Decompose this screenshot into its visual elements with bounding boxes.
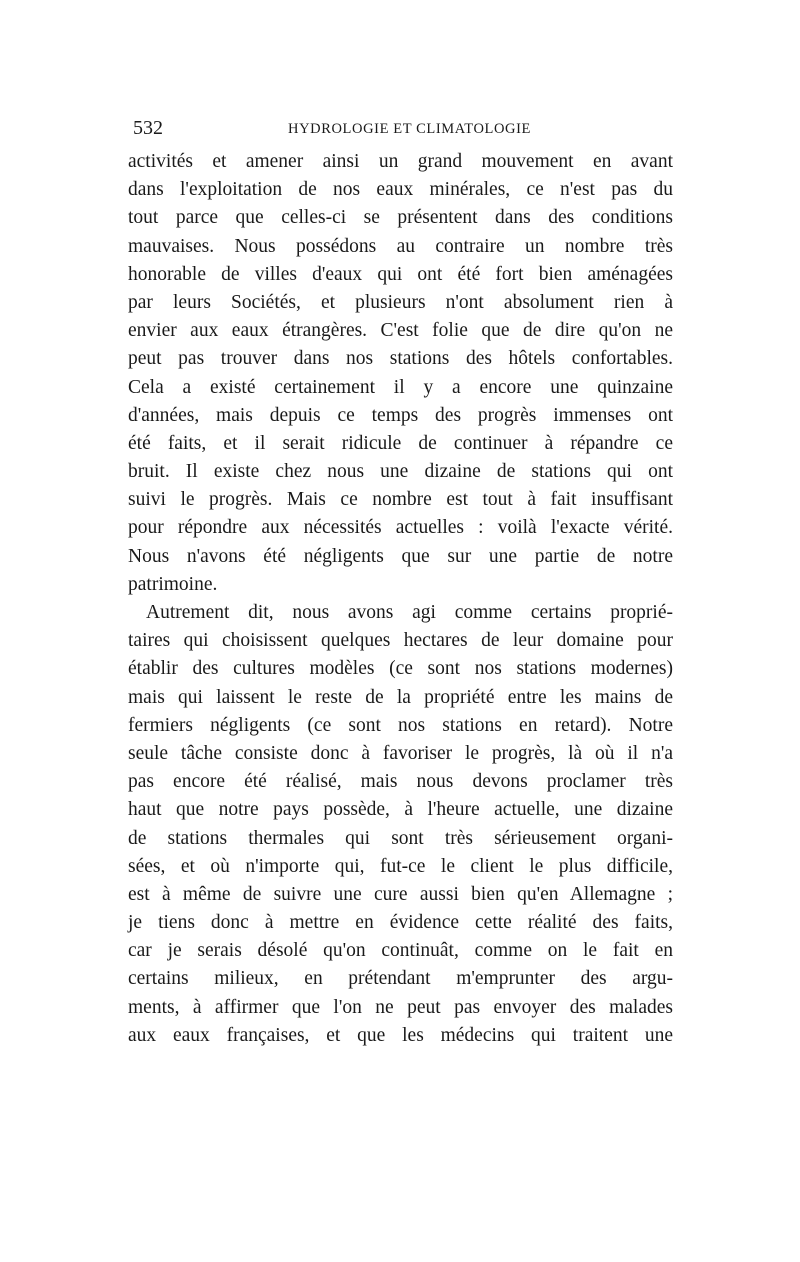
text-line: est à même de suivre une cure aussi bien qu'en Allemagne ; <box>128 883 673 905</box>
text-line-paragraph-start: Autrement dit, nous avons agi comme certains proprié- <box>146 602 673 623</box>
body-text <box>128 148 673 1050</box>
text-line: ments, à affirmer que l'on ne peut pas envoyer des malades <box>128 996 673 1018</box>
text-line: haut que notre pays possède, à l'heure actuelle, une dizaine <box>128 799 673 821</box>
text-line: dans l'exploitation de nos eaux minérales, ce n'est pas du <box>128 179 673 201</box>
page-header <box>133 116 673 142</box>
text-line: bruit. Il existe chez nous une dizaine de stations qui ont <box>128 461 673 483</box>
text-line: je tiens donc à mettre en évidence cette réalité des faits, <box>128 912 673 934</box>
text-line: sées, et où n'importe qui, fut-ce le client le plus difficile, <box>128 855 673 877</box>
text-line: seule tâche consiste donc à favoriser le progrès, là où il n'a <box>128 742 673 764</box>
text-line: tout parce que celles-ci se présentent dans des conditions <box>128 207 673 229</box>
text-line: activités et amener ainsi un grand mouvement en avant <box>128 151 673 172</box>
text-line: par leurs Sociétés, et plusieurs n'ont absolument rien à <box>128 291 673 313</box>
text-line: taires qui choisissent quelques hectares de leur domaine pour <box>128 630 673 652</box>
text-line: mais qui laissent le reste de la propriété entre les mains de <box>128 686 673 708</box>
text-line: car je serais désolé qu'on continuât, comme on le fait en <box>128 940 673 962</box>
text-line: honorable de villes d'eaux qui ont été fort bien aménagées <box>128 263 673 285</box>
text-line: envier aux eaux étrangères. C'est folie que de dire qu'on ne <box>128 320 673 342</box>
text-line: d'années, mais depuis ce temps des progrès immenses ont <box>128 404 673 426</box>
text-line: peut pas trouver dans nos stations des hôtels confortables. <box>128 348 673 370</box>
text-line: de stations thermales qui sont très sérieusement organi- <box>128 827 673 849</box>
text-line: Cela a existé certainement il y a encore une quinzaine <box>128 376 673 398</box>
running-title: HYDROLOGIE ET CLIMATOLOGIE <box>288 121 532 137</box>
text-line: fermiers négligents (ce sont nos stations en retard). Notre <box>128 714 673 736</box>
text-line: certains milieux, en prétendant m'emprunter des argu- <box>128 968 673 990</box>
text-line: pas encore été réalisé, mais nous devons proclamer très <box>128 771 673 793</box>
text-line-paragraph-end: patrimoine. <box>128 573 218 595</box>
text-line: pour répondre aux nécessités actuelles : voilà l'exacte vérité. <box>128 517 673 539</box>
text-line: suivi le progrès. Mais ce nombre est tout à fait insuffisant <box>128 489 673 511</box>
text-line: aux eaux françaises, et que les médecins qui traitent une <box>128 1024 673 1046</box>
page-number: 532 <box>133 117 163 139</box>
text-line: établir des cultures modèles (ce sont nos stations modernes) <box>128 658 673 680</box>
text-line: mauvaises. Nous possédons au contraire un nombre très <box>128 235 673 257</box>
text-line: été faits, et il serait ridicule de continuer à répandre ce <box>128 432 673 454</box>
text-line: Nous n'avons été négligents que sur une partie de notre <box>128 545 673 567</box>
